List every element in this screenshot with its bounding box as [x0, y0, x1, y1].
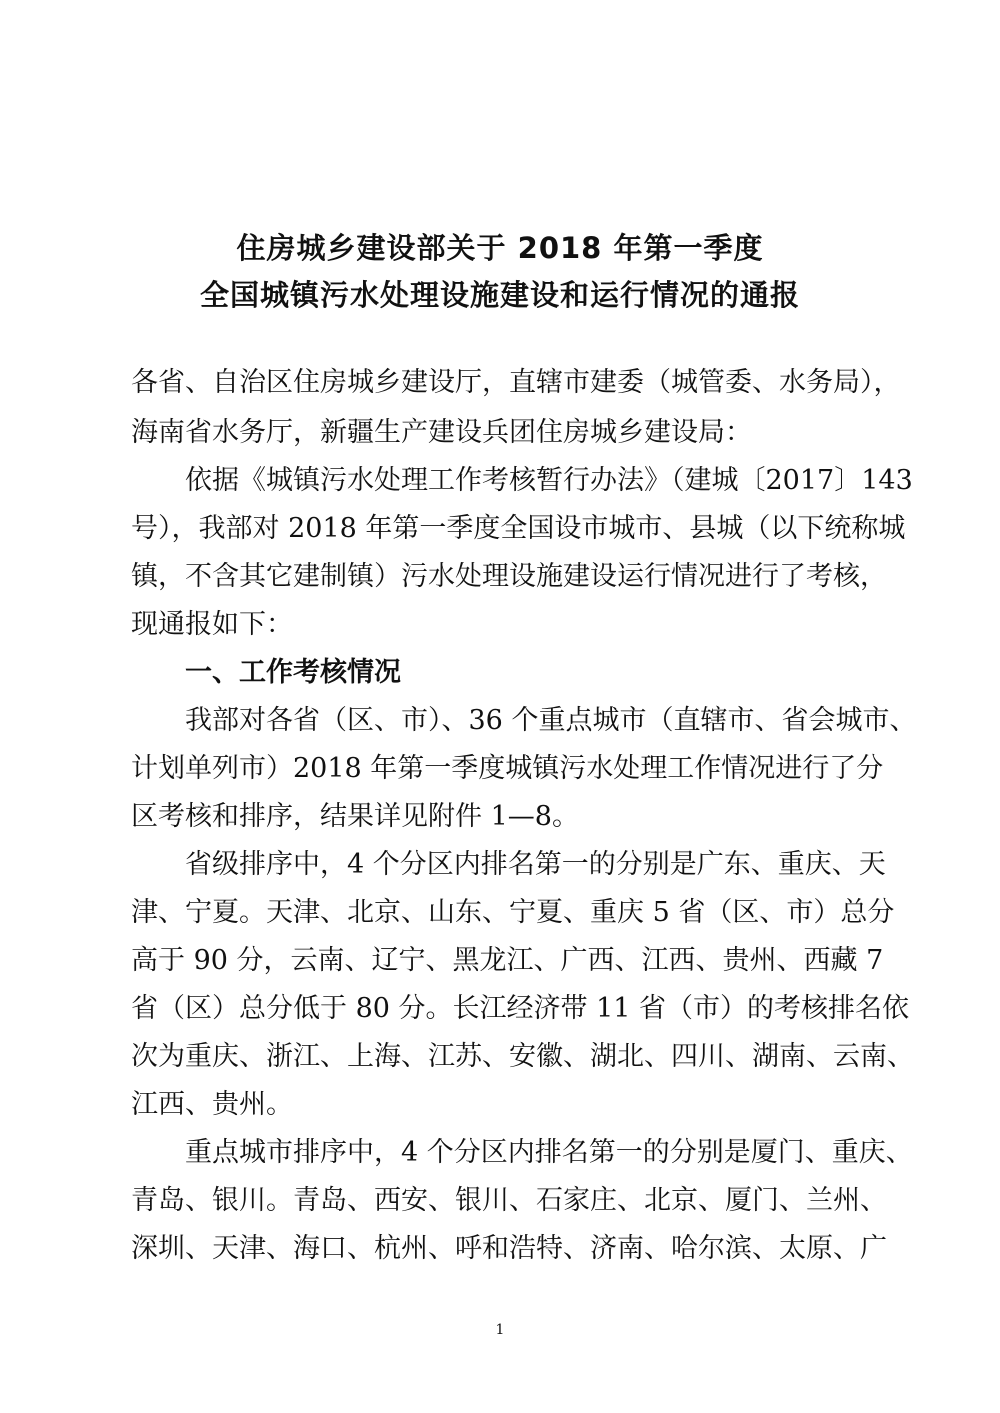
paragraph-line: 计划单列市）2018 年第一季度城镇污水处理工作情况进行了分	[131, 753, 884, 784]
addressee-line: 各省、自治区住房城乡建设厅，直辖市建委（城管委、水务局），	[131, 367, 901, 398]
paragraph-line: 省（区）总分低于 80 分。长江经济带 11 省（市）的考核排名依	[131, 993, 910, 1024]
section-heading: 一、工作考核情况	[185, 657, 401, 688]
paragraph-line: 深圳、天津、海口、杭州、呼和浩特、济南、哈尔滨、太原、广	[131, 1233, 887, 1264]
paragraph-line: 津、宁夏。天津、北京、山东、宁夏、重庆 5 省（区、市）总分	[131, 897, 895, 928]
paragraph-line: 镇，不含其它建制镇）污水处理设施建设运行情况进行了考核，	[131, 561, 887, 592]
paragraph-line: 我部对各省（区、市）、36 个重点城市（直辖市、省会城市、	[185, 705, 917, 736]
paragraph-line: 高于 90 分，云南、辽宁、黑龙江、广西、江西、贵州、西藏 7	[131, 945, 884, 976]
paragraph-line: 重点城市排序中，4 个分区内排名第一的分别是厦门、重庆、	[185, 1137, 913, 1168]
page-number: 1	[495, 1322, 505, 1338]
paragraph-line: 号），我部对 2018 年第一季度全国设市城市、县城（以下统称城	[131, 513, 906, 544]
paragraph-line: 现通报如下：	[131, 609, 293, 640]
addressee-line: 海南省水务厅，新疆生产建设兵团住房城乡建设局：	[131, 417, 752, 448]
paragraph-line: 江西、贵州。	[131, 1089, 293, 1120]
title-line-2: 全国城镇污水处理设施建设和运行情况的通报	[199, 278, 800, 312]
paragraph-line: 次为重庆、浙江、上海、江苏、安徽、湖北、四川、湖南、云南、	[131, 1041, 914, 1072]
paragraph-line: 依据《城镇污水处理工作考核暂行办法》（建城〔2017〕143	[185, 465, 913, 496]
paragraph-line: 区考核和排序，结果详见附件 1—8。	[131, 801, 579, 832]
title-line-1: 住房城乡建设部关于 2018 年第一季度	[236, 231, 764, 265]
paragraph-line: 省级排序中，4 个分区内排名第一的分别是广东、重庆、天	[185, 849, 886, 880]
paragraph-line: 青岛、银川。青岛、西安、银川、石家庄、北京、厦门、兰州、	[131, 1185, 887, 1216]
